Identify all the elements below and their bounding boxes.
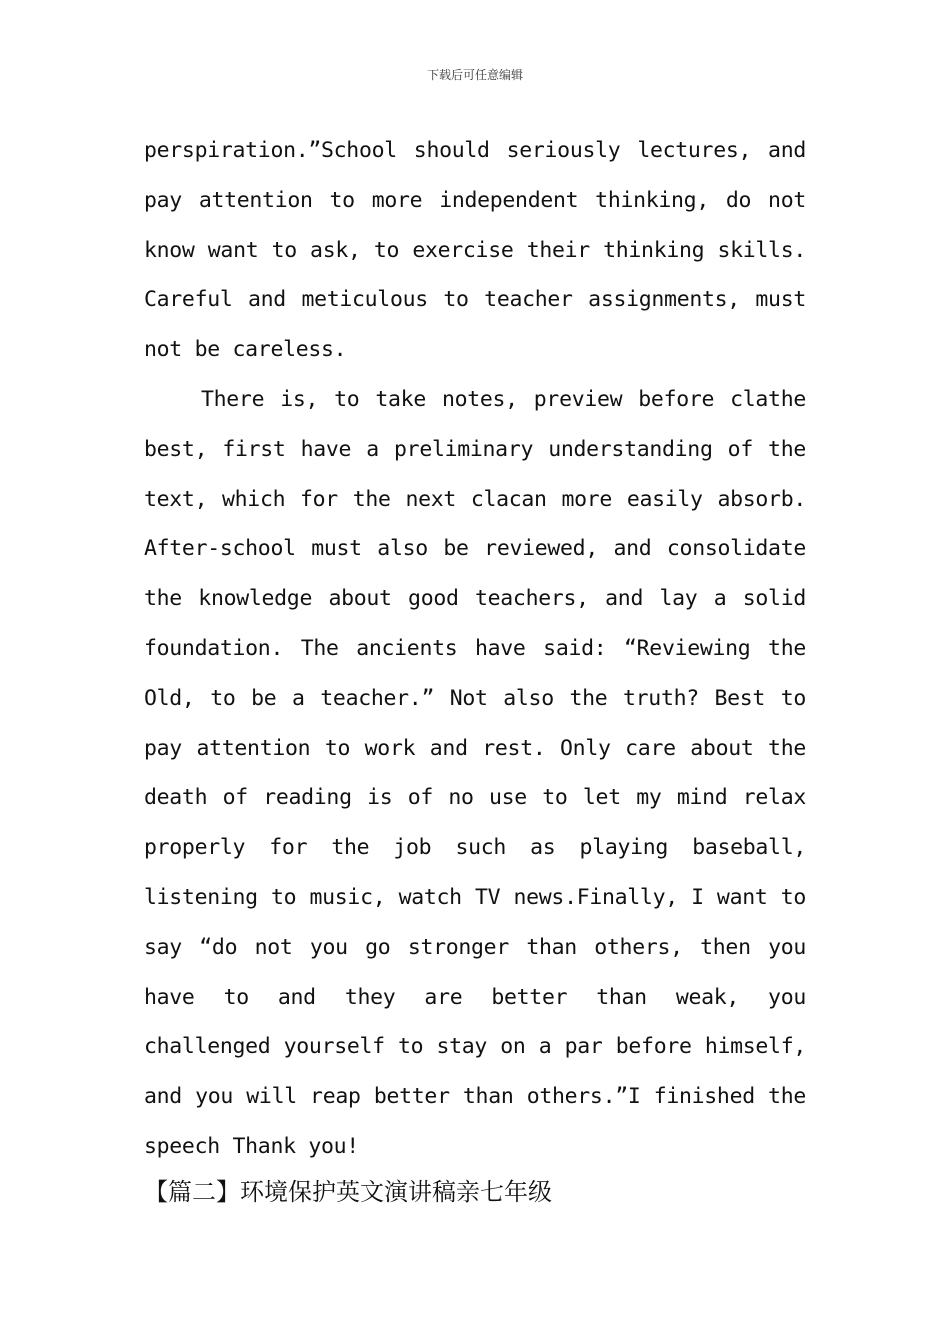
page-header: 下载后可任意编辑 bbox=[426, 68, 523, 82]
paragraph-2: There is, to take notes, preview before clathe best, first have a preliminary understanding of the text, which for the next clacan more easily absorb. After-school must also be reviewed, and consolidate the knowledge about good teachers, and lay a solid foundation. The ancients have said: “Reviewing the Old, to be a teacher.” Not also the truth? Best to pay attention to work and rest. Only care about the death of reading is of no use to let my mind relax properly for the job such as playing baseball, listening to music, watch TV news.Finally, I want to say “do not you go stronger than others, then you have to and they are better than weak, you challenged yourself to stay on a par before himself, and you will reap better than others.”I finished the speech Thank you! bbox=[144, 386, 806, 1159]
section-heading: 【篇二】环境保护英文演讲稿亲七年级 bbox=[144, 1178, 552, 1206]
paragraph-1: perspiration.”School should seriously lectures, and pay attention to more independent thinking, do not know want to ask, to exercise their thinking skills. Careful and meticulous to teacher assignments, must not be careless. bbox=[144, 138, 806, 363]
document-body bbox=[144, 126, 806, 1172]
